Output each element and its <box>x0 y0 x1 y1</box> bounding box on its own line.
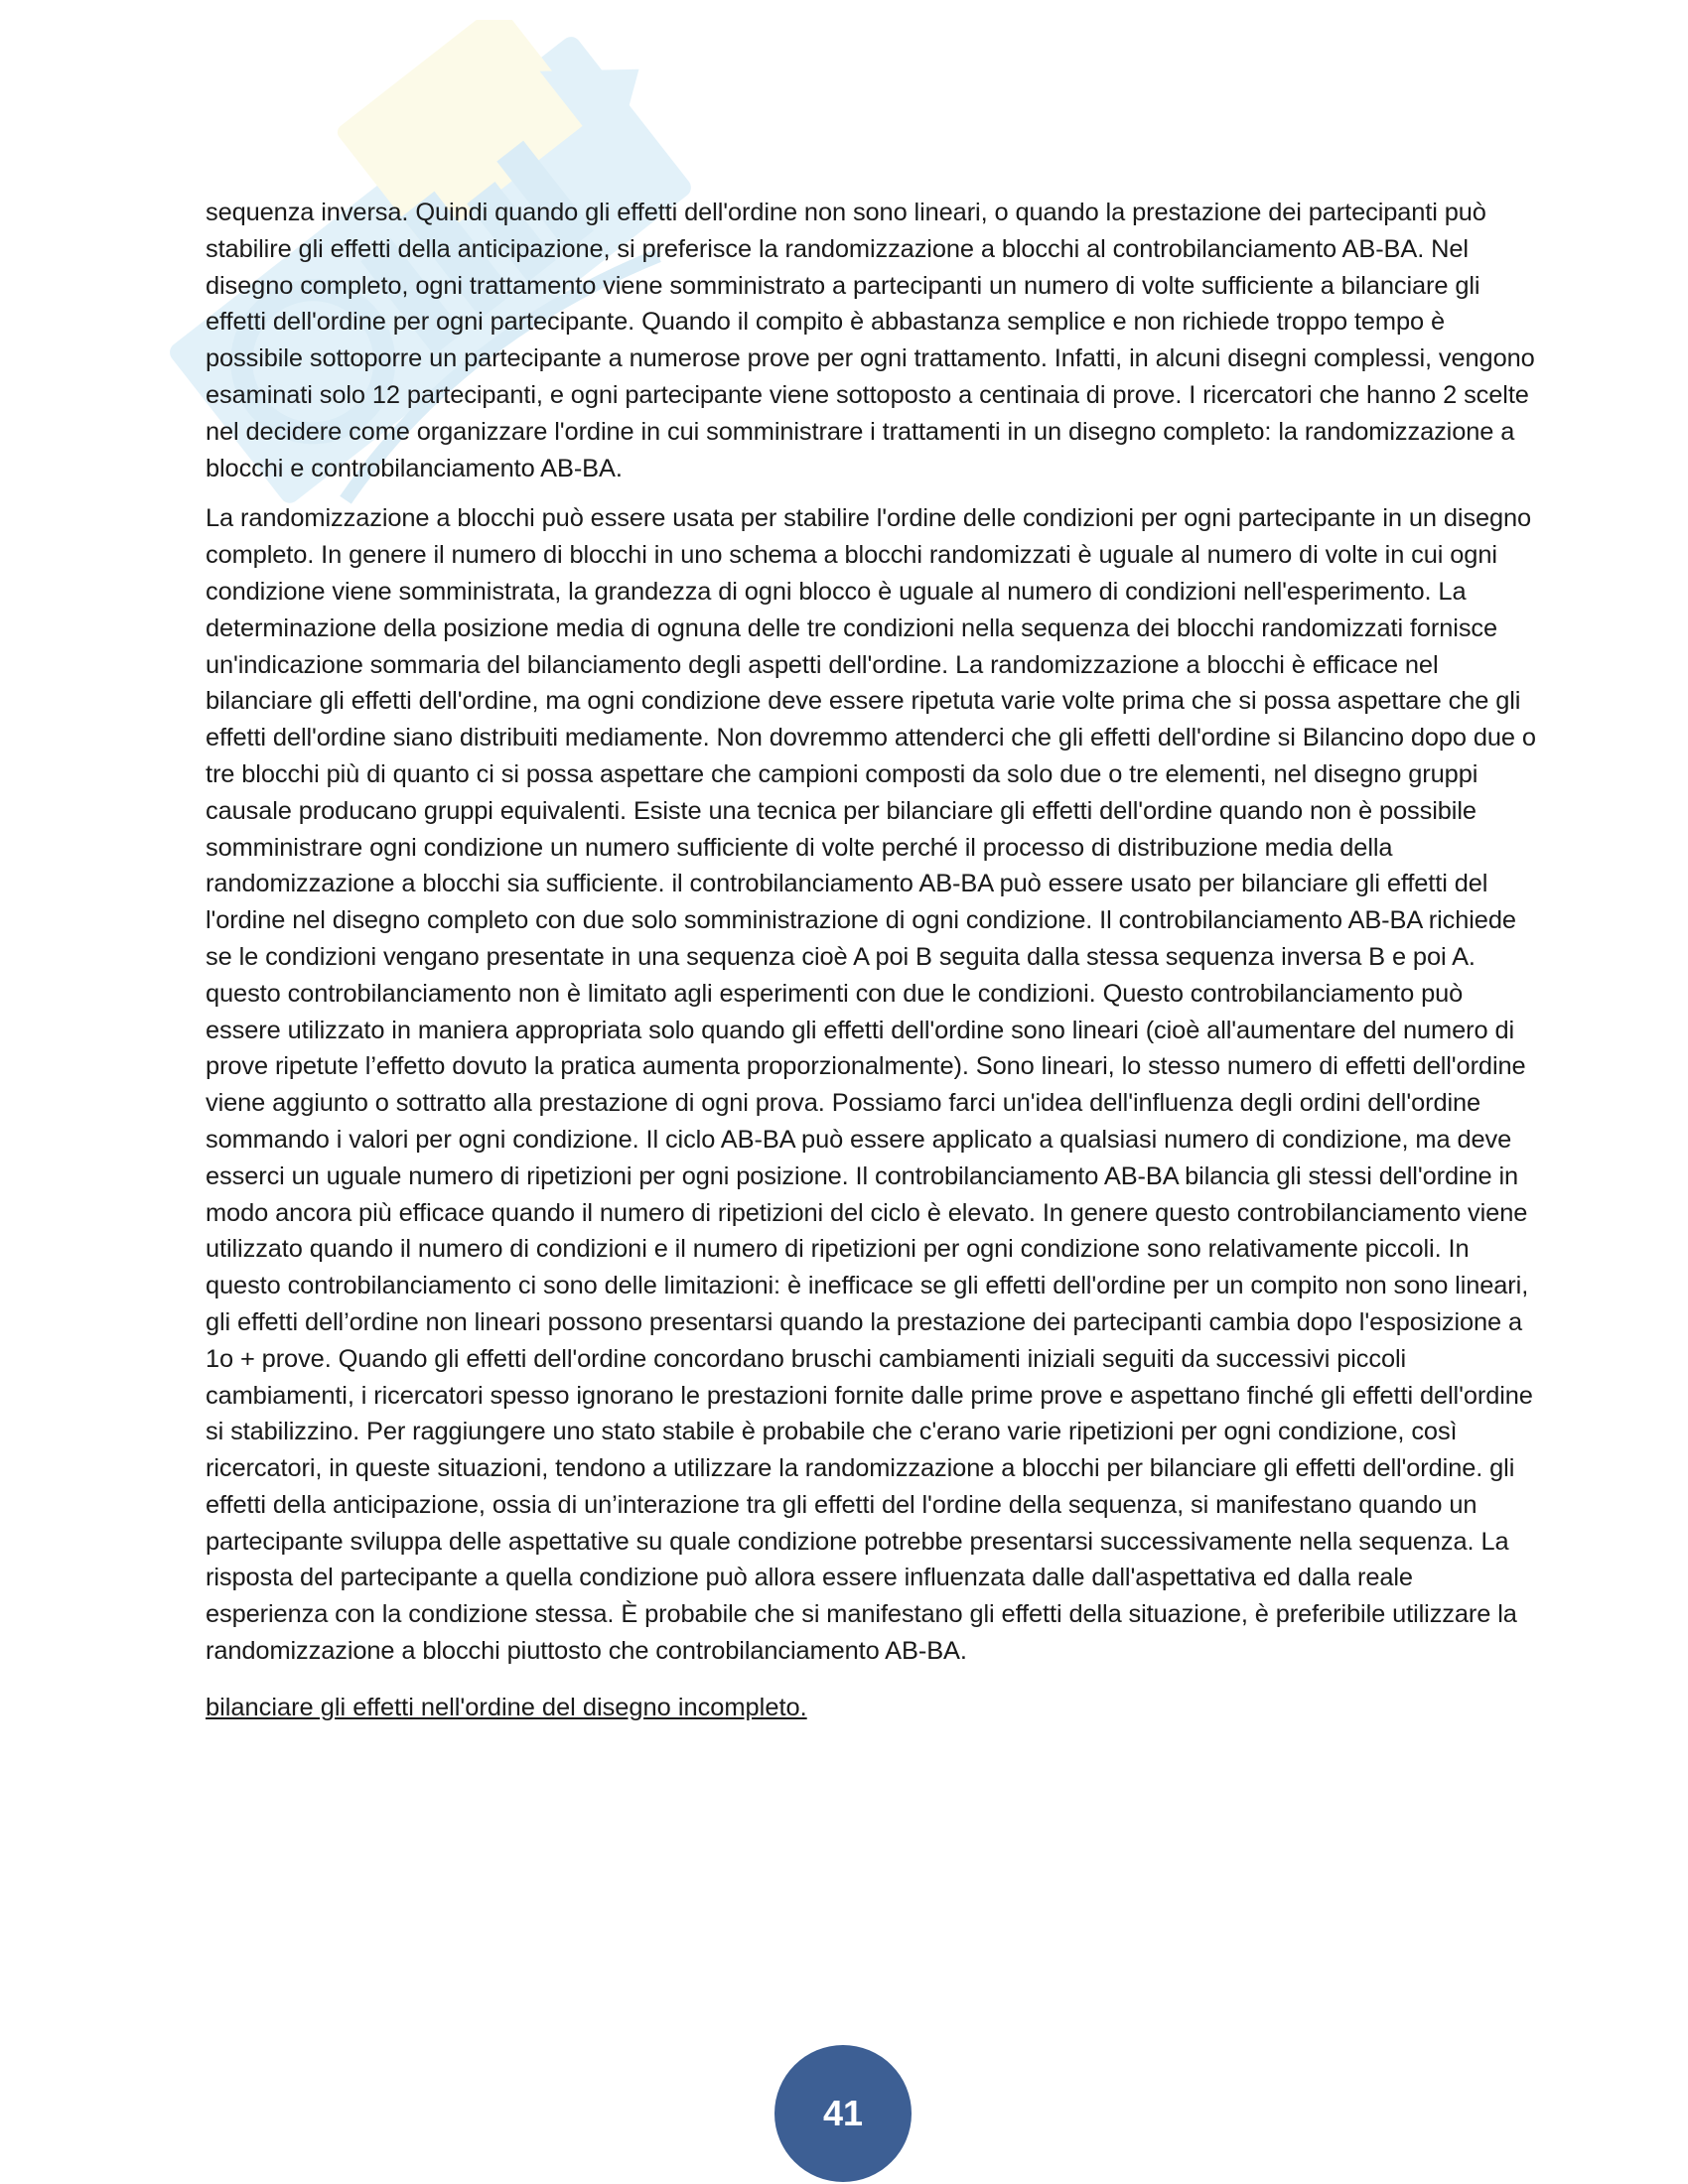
document-body <box>206 195 1536 1726</box>
page-number-badge <box>774 2045 912 2182</box>
paragraph: sequenza inversa. Quindi quando gli effetti dell'ordine non sono lineari, o quando la prestazione dei partecipanti può stabilire gli effetti della anticipazione, si preferisce la randomizzazione a blocchi al controbilanciamento AB-BA. Nel disegno completo, ogni trattamento viene somministrato a partecipanti un numero di volte sufficiente a bilanciare gli effetti dell'ordine per ogni partecipante. Quando il compito è abbastanza semplice e non richiede troppo tempo è possibile sottoporre un partecipante a numerose prove per ogni trattamento. Infatti, in alcuni disegni complessi, vengono esaminati solo 12 partecipanti, e ogni partecipante viene sottoposto a centinaia di prove. I ricercatori che hanno 2 scelte nel decidere come organizzare l'ordine in cui somministrare i trattamenti in un disegno completo: la randomizzazione a blocchi e controbilanciamento AB-BA. <box>206 199 1535 482</box>
paragraph: La randomizzazione a blocchi può essere usata per stabilire l'ordine delle condizioni per ogni partecipante in un disegno completo. In genere il numero di blocchi in uno schema a blocchi randomizzati è uguale al numero di volte in cui ogni condizione viene somministrata, la grandezza di ogni blocco è uguale al numero di condizioni nell'esperimento. La determinazione della posizione media di ognuna delle tre condizioni nella sequenza dei blocchi randomizzati fornisce un'indicazione sommaria del bilanciamento degli aspetti dell'ordine. La randomizzazione a blocchi è efficace nel bilanciare gli effetti dell'ordine, ma ogni condizione deve essere ripetuta varie volte prima che si possa aspettare che gli effetti dell'ordine siano distribuiti mediamente. Non dovremmo attenderci che gli effetti dell'ordine si Bilancino dopo due o tre blocchi più di quanto ci si possa aspettare che campioni composti da solo due o tre elementi, nel disegno gruppi causale producano gruppi equivalenti. Esiste una tecnica per bilanciare gli effetti dell'ordine quando non è possibile somministrare ogni condizione un numero sufficiente di volte perché il processo di distribuzione media della randomizzazione a blocchi sia sufficiente. il controbilanciamento AB-BA può essere usato per bilanciare gli effetti del l'ordine nel disegno completo con due solo somministrazione di ogni condizione. Il controbilanciamento AB-BA richiede se le condizioni vengano presentate in una sequenza cioè A poi B seguita dalla stessa sequenza inversa B e poi A. questo controbilanciamento non è limitato agli esperimenti con due le condizioni. Questo controbilanciamento può essere utilizzato in maniera appropriata solo quando gli effetti dell'ordine sono lineari (cioè all'aumentare del numero di prove ripetute l’effetto dovuto la pratica aumenta proporzionalmente). Sono lineari, lo stesso numero di effetti dell'ordine viene aggiunto o sottratto alla prestazione di ogni prova. Possiamo farci un'idea dell'influenza degli ordini dell'ordine sommando i valori per ogni condizione. Il ciclo AB-BA può essere applicato a qualsiasi numero di condizione, ma deve esserci un uguale numero di ripetizioni per ogni posizione. Il controbilanciamento AB-BA bilancia gli stessi dell'ordine in modo ancora più efficace quando il numero di ripetizioni del ciclo è elevato. In genere questo controbilanciamento viene utilizzato quando il numero di condizioni e il numero di ripetizioni per ogni condizione sono relativamente piccoli. In questo controbilanciamento ci sono delle limitazioni: è inefficace se gli effetti dell'ordine per un compito non sono lineari, gli effetti dell’ordine non lineari possono presentarsi quando la prestazione dei partecipanti cambia dopo l'esposizione a 1o + prove. Quando gli effetti dell'ordine concordano bruschi cambiamenti iniziali seguiti da successivi piccoli cambiamenti, i ricercatori spesso ignorano le prestazioni fornite dalle prime prove e aspettano finché gli effetti dell'ordine si stabilizzino. Per raggiungere uno stato stabile è probabile che c'erano varie ripetizioni per ogni condizione, così ricercatori, in queste situazioni, tendono a utilizzare la randomizzazione a blocchi per bilanciare gli effetti dell'ordine. gli effetti della anticipazione, ossia di un’interazione tra gli effetti del l'ordine della sequenza, si manifestano quando un partecipante sviluppa delle aspettative su quale condizione potrebbe presentarsi successivamente nella sequenza. La risposta del partecipante a quella condizione può allora essere influenzata dalle dall'aspettativa ed dalla reale esperienza con la condizione stessa. È probabile che si manifestano gli effetti della situazione, è preferibile utilizzare la randomizzazione a blocchi piuttosto che controbilanciamento AB-BA. <box>206 504 1536 1666</box>
page-number: 41 <box>822 2093 864 2133</box>
section-heading-link[interactable]: bilanciare gli effetti nell'ordine del disegno incompleto. <box>206 1693 807 1721</box>
